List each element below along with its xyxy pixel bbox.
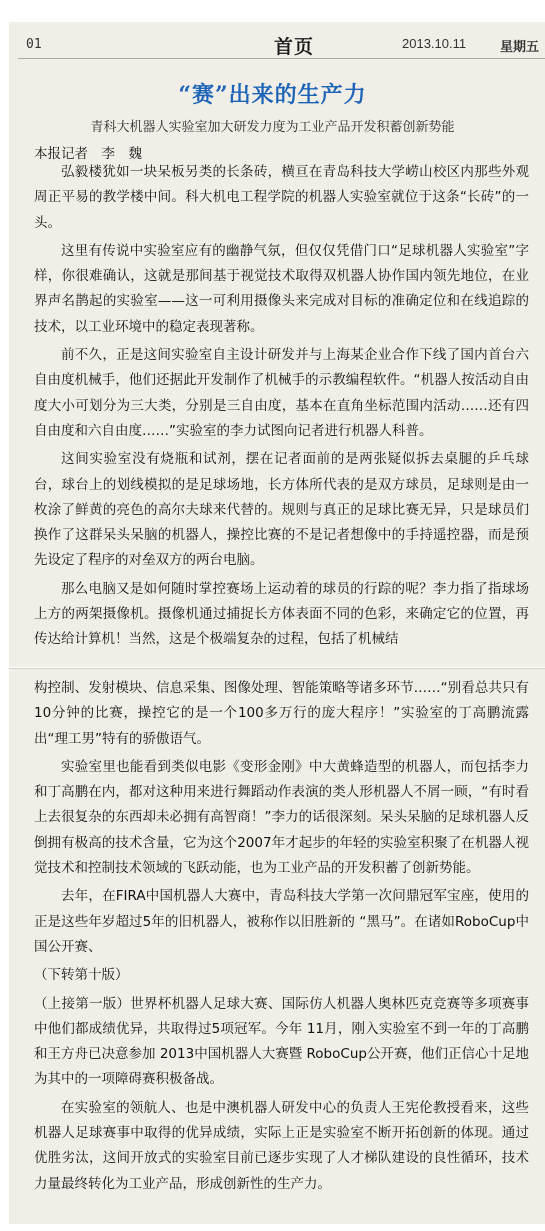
body-paragraph: 构控制、发射模块、信息采集、图像处理、智能策略等诸多环节……“别看总共只有10分钟的比赛，操控它的是一个100多万行的庞大程序！”实验室的丁高鹏流露出“理工男”特有的骄傲语气。 xyxy=(34,680,529,747)
body-paragraph: 实验室里也能看到类似电影《变形金刚》中大黄蜂造型的机器人，而包括李力和丁高鹏在内，都对这种用来进行舞蹈动作表演的类人形机器人不屑一顾，“有时看上去很复杂的东西却未必拥有高智商！”李力的话很深刻。呆头呆脑的足球机器人反倒拥有极高的技术含量，它为这个2007年才起步的年轻的实验室积聚了在机器人视觉技术和控制技术领域的飞跃动能，也为工业产品的开发积蓄了创新势能。 xyxy=(34,758,529,877)
article-title: “赛”出来的生产力 xyxy=(178,82,367,108)
body-paragraph: 这间实验室没有烧瓶和试剂，摆在记者面前的是两张疑似拆去桌腿的乒乓球台，球台上的划线模拟的是足球场地，长方体所代表的是双方球员，足球则是由一枚涂了鲜黄的亮色的高尔夫球来代替的。规则与真正的足球比赛无异，只是球员们换作了这群呆头呆脑的机器人，操控比赛的不是记者想像中的手持遥控器，而是预先设定了程序的对垒双方的两台电脑。 xyxy=(34,451,529,569)
article-byline: 本报记者 李 魏 xyxy=(34,146,142,162)
article-body-continued xyxy=(34,676,529,1222)
body-paragraph: 弘毅楼犹如一块呆板另类的长条砖，横亘在青岛科技大学崂山校区内那些外观周正平易的教学楼中间。科大机电工程学院的机器人实验室就位于这条“长砖”的一头。 xyxy=(34,164,529,231)
body-paragraph: （上接第一版）世界杯机器人足球大赛、国际仿人机器人奥林匹克竞赛等多项赛事中他们都成绩优异，共取得过5项冠军。今年 11月，刚入实验室不到一年的丁高鹏和王方舟已决意参加 2013中国机器人大赛暨 RoboCup公开赛，他们正信心十足地为其中的一项障碍赛积极备战。 xyxy=(34,995,529,1088)
issue-date: 2013.10.11 xyxy=(402,36,467,51)
body-paragraph: 这里有传说中实验室应有的幽静气氛，但仅仅凭借门口“足球机器人实验室”字样，你很难确认，这就是那间基于视觉技术取得双机器人协作国内领先地位，在业界声名鹊起的实验室——这一可利用摄像头来完成对目标的准确定位和在线追踪的技术，以工业环境中的稳定表现著称。 xyxy=(34,242,529,335)
jump-note: （下转第十版） xyxy=(34,967,129,984)
issue-weekday: 星期五 xyxy=(500,40,540,55)
body-paragraph: 在实验室的领航人、也是中澳机器人研发中心的负责人王宪伦教授看来，这些机器人足球赛事中取得的优异成绩，实际上正是实验室不断开拓创新的体现。通过优胜劣汰，这间开放式的实验室目前已逐步实现了人才梯队建设的良性循环，技术力量最终转化为工业产品，形成创新性的生产力。 xyxy=(34,1099,529,1192)
header-divider xyxy=(18,58,545,59)
section-title: 首页 xyxy=(274,36,315,58)
body-paragraph: 前不久，正是这间实验室自主设计研发并与上海某企业合作下线了国内首台六自由度机械手，他们还据此开发制作了机械手的示教编程软件。“机器人按活动自由度大小可划分为三大类，分别是三自由度，基本在直角坐标范围内活动……还有四自由度和六自由度……”实验室的李力试图向记者进行机器人科普。 xyxy=(34,347,529,439)
article-subtitle: 青科大机器人实验室加大研发力度为工业产品开发积蓄创新势能 xyxy=(90,120,455,135)
article-body-front xyxy=(34,160,529,662)
page-number: 01 xyxy=(26,37,42,52)
body-paragraph: 那么电脑又是如何随时掌控赛场上运动着的球员的行踪的呢？李力指了指球场上方的两架摄像机。摄像机通过捕捉长方体表面不同的色彩，来确定它的位置，再传达给计算机！当然，这是个极端复杂的过程，包括了机械结 xyxy=(34,580,529,648)
body-paragraph: 去年，在FIRA中国机器人大赛中，青岛科技大学第一次问鼎冠军宝座，使用的正是这些年岁超过5年的旧机器人，被称作以旧胜新的 “黑马”。在诸如RoboCup中国公开赛、 xyxy=(34,888,529,955)
